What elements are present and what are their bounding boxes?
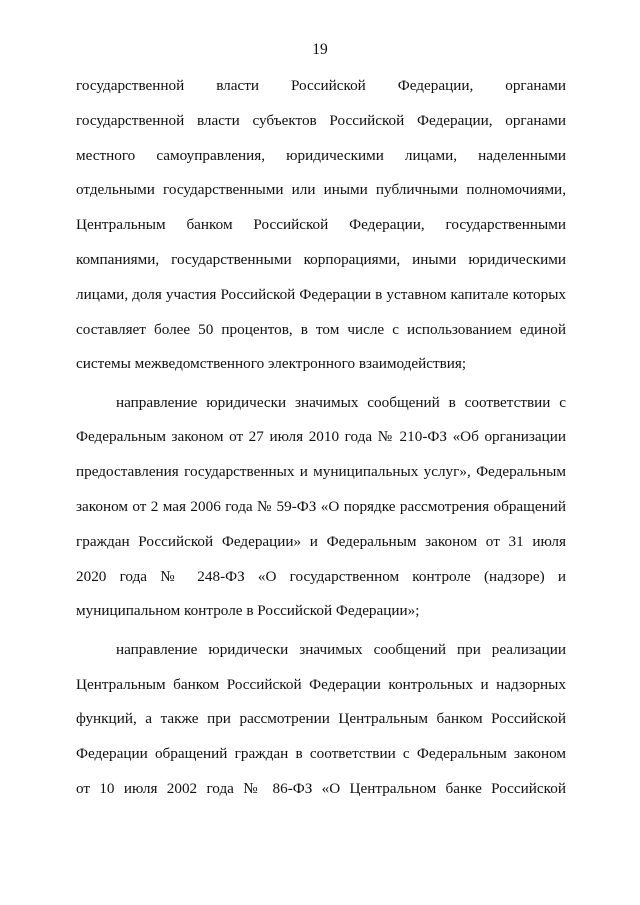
- text-line: муниципальном контроле в Российской Федерации»;: [76, 602, 420, 620]
- text-line: компаниями, государственными корпорациями, иными юридическими: [76, 250, 566, 268]
- text-line: составляет более 50 процентов, в том числе с использованием единой: [76, 320, 566, 338]
- text-line: лицами, доля участия Российской Федерации в уставном капитале которых: [76, 285, 566, 303]
- text-line: государственной власти субъектов Российской Федерации, органами: [76, 111, 566, 129]
- text-line: граждан Российской Федерации» и Федеральным законом от 31 июля: [76, 532, 566, 550]
- page-number: 19: [312, 41, 328, 58]
- text-line: от 10 июля 2002 года № 86-ФЗ «О Центральном банке Российской: [76, 779, 566, 797]
- text-line: направление юридически значимых сообщений при реализации: [116, 640, 566, 658]
- text-line: законом от 2 мая 2006 года № 59-ФЗ «О порядке рассмотрения обращений: [76, 498, 566, 516]
- document-body: [76, 69, 566, 807]
- text-line: функций, а также при рассмотрении Центральным банком Российской: [76, 710, 566, 728]
- text-line: системы межведомственного электронного взаимодействия;: [76, 355, 467, 373]
- text-line: предоставления государственных и муниципальных услуг», Федеральным: [76, 463, 566, 481]
- text-line: Федеральным законом от 27 июля 2010 года № 210-ФЗ «Об организации: [76, 428, 566, 446]
- text-line: Центральным банком Российской Федерации контрольных и надзорных: [76, 675, 566, 693]
- text-line: государственной власти Российской Федерации, органами: [76, 77, 566, 94]
- text-line: 2020 года № 248-ФЗ «О государственном контроле (надзоре) и: [76, 567, 566, 585]
- text-line: отдельными государственными или иными публичными полномочиями,: [76, 181, 566, 199]
- text-line: местного самоуправления, юридическими лицами, наделенными: [76, 146, 566, 164]
- text-line: направление юридически значимых сообщений в соответствии с: [116, 393, 566, 411]
- text-line: Федерации обращений граждан в соответствии с Федеральным законом: [76, 745, 566, 763]
- text-line: Центральным банком Российской Федерации, государственными: [76, 216, 566, 234]
